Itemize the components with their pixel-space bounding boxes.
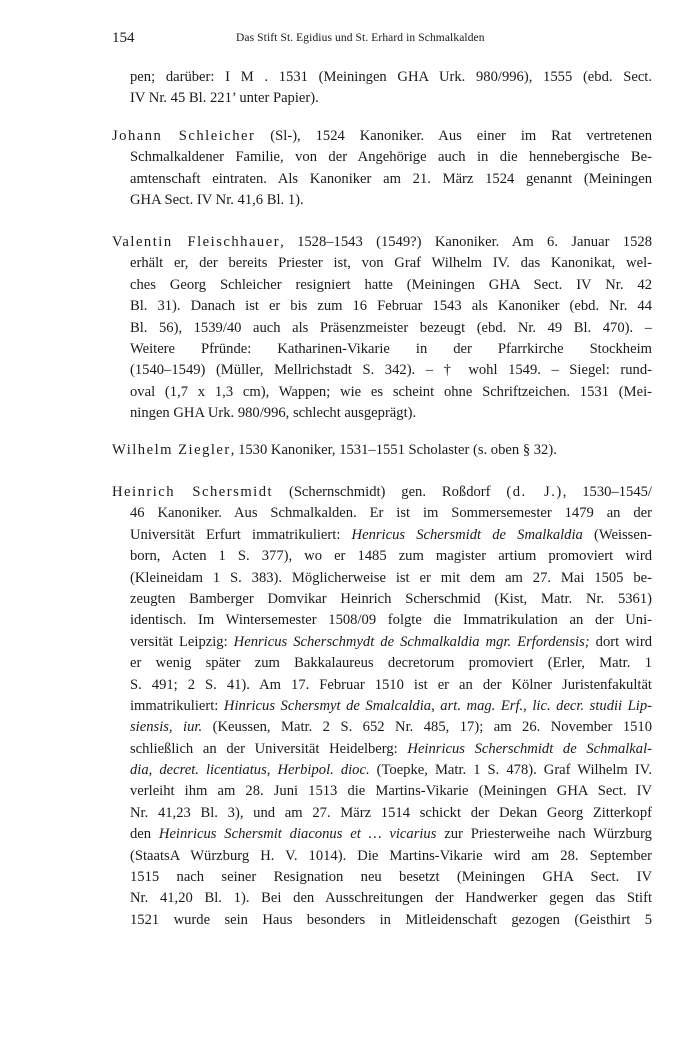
latin-quote: Hinricus Schersmyt de Smalcaldia, art. mag. Erf., lic. decr. studii Lip- bbox=[223, 697, 652, 714]
entry-first-line bbox=[112, 232, 652, 253]
text-line: 1521 wurde sein Haus besonders in Mitleidenschaft gezogen (Geisthirt 5 bbox=[130, 911, 652, 928]
latin-quote: Heinricus Schersmit diaconus et … vicarius bbox=[158, 826, 437, 843]
text-line: Weitere Pfründe: Katharinen-Vikarie in der Pfarrkirche Stockheim bbox=[130, 340, 652, 357]
text-line: pen; darüber: I M . 1531 (Meiningen GHA Urk. 980/996), 1555 (ebd. Sect. bbox=[130, 69, 652, 85]
continuation-paragraph bbox=[112, 67, 652, 110]
text-line bbox=[112, 760, 652, 781]
text-line: S. 491; 2 S. 41). Am 17. Februar 1510 ist er an der Kölner Juristenfakultät bbox=[130, 676, 652, 693]
text-line: Nr. 41,20 Bl. 1). Bei den Ausschreitungen der Handwerker gegen das Stift bbox=[130, 890, 652, 907]
text-segment: Universität Erfurt immatrikuliert: bbox=[130, 526, 352, 543]
text-line: 46 Kanoniker. Aus Schmalkalden. Er ist im Sommersemester 1479 an der bbox=[130, 505, 652, 522]
text-line bbox=[112, 824, 652, 845]
text-line: (StaatsA Würzburg H. V. 1014). Die Martins-Vikarie wird am 28. September bbox=[130, 847, 652, 864]
latin-quote: siensis, iur. bbox=[130, 719, 203, 736]
entry-first-line bbox=[112, 440, 652, 461]
person-name: Valentin Fleischhauer bbox=[112, 234, 281, 250]
text-segment: (Toepke, Matr. 1 S. 478). Graf Wilhelm IV. bbox=[369, 762, 652, 779]
text-segment: (Keussen, Matr. 2 S. 652 Nr. 485, 17); am 26. November 1510 bbox=[202, 719, 653, 736]
entry-text: (Schernschmidt) gen. Roßdorf bbox=[273, 484, 507, 500]
entry-wilhelm-ziegler bbox=[112, 440, 652, 461]
text-line: (1540–1549) (Müller, Mellrichstadt S. 342). – † wohl 1549. – Siegel: rund- bbox=[130, 362, 652, 379]
text-line: born, Acten 1 S. 377), wo er 1485 zum magister artium promoviert wird bbox=[130, 548, 652, 565]
text-line: Bl. 31). Danach ist er bis zum 16 Februar 1543 als Kanoniker (ebd. Nr. 44 bbox=[130, 298, 652, 315]
name-suffix: (d. J.) bbox=[506, 484, 563, 500]
text-segment: schließlich an der Universität Heidelberg: bbox=[130, 740, 408, 757]
text-line bbox=[112, 525, 652, 546]
entry-valentin-fleischhauer bbox=[112, 232, 652, 425]
text-line: 1515 nach seiner Resignation neu besetzt (Meiningen GHA Sect. IV bbox=[130, 869, 652, 886]
text-line: Schmalkaldener Familie, von der Angehörige auch in die hennebergische Be- bbox=[130, 149, 652, 166]
text-line: amtenschaft eintraten. Als Kanoniker am 21. März 1524 genannt (Meiningen bbox=[130, 170, 652, 187]
text-segment: dort wird bbox=[589, 633, 652, 650]
text-segment: versität Leipzig: bbox=[130, 633, 234, 650]
text-line bbox=[112, 632, 652, 653]
entry-text: , 1530 Kanoniker, 1531–1551 Scholaster (s. oben § 32). bbox=[230, 442, 557, 458]
text-segment: immatrikuliert: bbox=[130, 697, 224, 714]
person-name: Johann Schleicher bbox=[112, 128, 256, 144]
text-line: GHA Sect. IV Nr. 41,6 Bl. 1). bbox=[130, 192, 304, 209]
text-line: identisch. Im Wintersemester 1508/09 folgte die Immatrikulation an der Uni- bbox=[130, 612, 652, 629]
text-line: Bl. 56), 1539/40 auch als Präsenzmeister bezeugt (ebd. Nr. 49 Bl. 470). – bbox=[130, 319, 652, 336]
latin-quote: Henricus Schersmidt de Smalkaldia bbox=[351, 526, 583, 543]
text-segment: zur Priesterweihe nach Würzburg bbox=[436, 826, 652, 843]
entry-text: , 1528–1543 (1549?) Kanoniker. Am 6. Januar 1528 bbox=[280, 234, 652, 250]
latin-quote: Henricus Scherschmydt de Schmalkaldia mgr. Erfordensis; bbox=[233, 633, 590, 650]
text-line: oval (1,7 x 1,3 cm), Wappen; wie es scheint ohne Schriftzeichen. 1531 (Mei- bbox=[130, 383, 652, 400]
text-line: Nr. 41,23 Bl. 3), und am 27. März 1514 schickt der Dekan Georg Zitterkopf bbox=[130, 804, 652, 821]
entry-text: , 1530–1545/ bbox=[562, 484, 652, 500]
text-line bbox=[112, 696, 652, 717]
entry-johann-schleicher bbox=[112, 126, 652, 212]
text-line: ches Georg Schleicher resigniert hatte (Meiningen GHA Sect. IV Nr. 42 bbox=[130, 276, 652, 293]
text-line: ningen GHA Urk. 980/996, schlecht ausgeprägt). bbox=[130, 405, 417, 422]
text-line: (Kleineidam 1 S. 383). Möglicherweise ist er mit dem am 27. Mai 1505 be- bbox=[130, 569, 652, 586]
entry-heinrich-schersmidt bbox=[112, 482, 652, 931]
latin-quote: Heinricus Scherschmidt de Schmalkal- bbox=[407, 740, 652, 757]
text-line: IV Nr. 45 Bl. 221’ unter Papier). bbox=[130, 90, 319, 107]
text-segment: den bbox=[130, 826, 159, 843]
text-line: erhält er, der bereits Priester ist, von Graf Wilhelm IV. das Kanonikat, wel- bbox=[130, 255, 652, 272]
text-line: zeugten Bamberger Domvikar Heinrich Scherschmid (Kist, Matr. Nr. 5361) bbox=[130, 590, 652, 607]
text-line: er wenig später zum Bakkalaureus decretorum promoviert (Erler, Matr. 1 bbox=[130, 655, 652, 672]
running-title: Das Stift St. Egidius und St. Erhard in Schmalkalden bbox=[236, 32, 485, 44]
entry-first-line bbox=[112, 482, 652, 503]
text-line bbox=[112, 717, 652, 738]
entry-first-line bbox=[112, 126, 652, 147]
person-name: Wilhelm Ziegler bbox=[112, 442, 231, 458]
latin-quote: dia, decret. licentiatus, Herbipol. dioc. bbox=[130, 762, 370, 779]
text-segment: (Weissen- bbox=[582, 526, 652, 543]
person-name: Heinrich Schersmidt bbox=[112, 484, 274, 500]
entry-text: (Sl-), 1524 Kanoniker. Aus einer im Rat vertretenen bbox=[255, 128, 653, 144]
page-number: 154 bbox=[112, 30, 135, 46]
text-line bbox=[112, 739, 652, 760]
text-line: verleiht ihm am 28. Juni 1513 die Martins-Vikarie (Meiningen GHA Sect. IV bbox=[130, 783, 652, 800]
